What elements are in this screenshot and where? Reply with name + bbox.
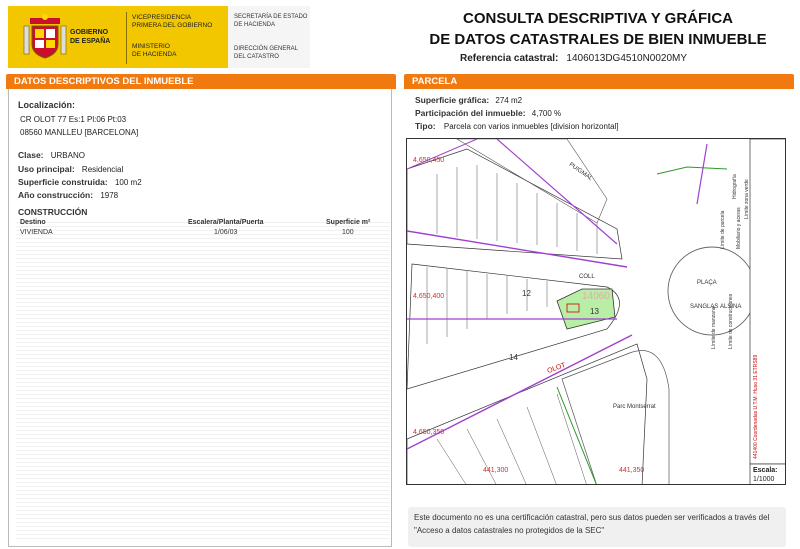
clase-value: URBANO: [50, 151, 85, 160]
coord-y1: 4,650,450: [413, 157, 445, 164]
ministerio-label: MINISTERIO DE HACIENDA: [132, 43, 177, 58]
park-path: [557, 387, 597, 485]
secretaria-label: SECRETARÍA DE ESTADO DE HACIENDA: [234, 14, 308, 28]
location-label: Localización:: [18, 100, 76, 110]
descriptive-data-bar: DATOS DESCRIPTIVOS DEL INMUEBLE: [6, 74, 396, 89]
street-puigmal-label: PUIGMAL: [567, 161, 594, 183]
plaza-label-3: ALSINA: [720, 304, 742, 310]
col-header-superficie: Superficie m²: [326, 219, 371, 226]
location-line-2: 08560 MANLLEU [BARCELONA]: [20, 128, 139, 137]
parcela-bar: PARCELA: [404, 74, 794, 89]
block-middle-lots: [427, 267, 547, 344]
col-header-destino: Destino: [20, 219, 46, 226]
participacion-value: 4,700 %: [531, 109, 562, 118]
block-north-top: [457, 139, 607, 223]
ref-value: 1406013DG4510N0020MY: [566, 53, 688, 64]
coord-x2: 441,350: [619, 467, 645, 474]
legend-mobiliario: Mobiliario y aceras: [736, 207, 742, 249]
anio-label: Año construcción:: [18, 190, 94, 200]
participacion-row: [415, 108, 561, 118]
street-olot-label: OLOT: [546, 361, 567, 376]
block-middle: [407, 264, 620, 389]
plaza-label-2: SANGLAS: [690, 304, 719, 310]
parcel-number-main: 14060: [582, 291, 610, 302]
tipo-row: [415, 121, 619, 131]
secretaria-block: [228, 6, 310, 68]
construccion-title: CONSTRUCCIÓN: [18, 207, 88, 217]
anio-row: [18, 190, 118, 200]
disclaimer-note: Este documento no es una certificación catastral, pero sus datos pueden ser verificados a través del "Acceso a datos catastrales no protegidos de la SEC": [408, 507, 786, 547]
coord-y3: 4,650,350: [413, 429, 445, 436]
park-label: Parc Montserrat: [613, 404, 656, 410]
title-line-2: DE DATOS CATASTRALES DE BIEN INMUEBLE: [429, 31, 767, 48]
superficie-grafica-label: Superficie gráfica:: [415, 95, 490, 105]
tipo-label: Tipo:: [415, 121, 436, 131]
cadastral-map[interactable]: [406, 138, 786, 485]
street-boundary-top: [407, 139, 477, 169]
scale-label: Escala:: [753, 467, 778, 474]
direccion-label: DIRECCIÓN GENERAL DEL CATASTRO: [234, 46, 299, 60]
superficie-value: 100 m2: [114, 178, 142, 187]
superficie-grafica-value: 274 m2: [495, 96, 523, 105]
coat-of-arms-icon: [22, 14, 68, 62]
green-line: [657, 167, 727, 174]
col-header-escalera: Escalera/Planta/Puerta: [188, 219, 264, 226]
parcel-number-12: 12: [522, 289, 531, 298]
park-outline: [562, 351, 669, 485]
anio-value: 1978: [100, 191, 119, 200]
coord-x1: 441,300: [483, 467, 509, 474]
vicepresidencia-label: VICEPRESIDENCIA PRIMERA DEL GOBIERNO: [132, 14, 213, 29]
gobierno-label: GOBIERNO DE ESPAÑA: [70, 29, 111, 45]
table-cell-destino: VIVIENDA: [20, 229, 53, 236]
tipo-value: Parcela con varios inmuebles [division horizontal]: [443, 122, 619, 131]
block-north: [407, 149, 622, 259]
legend-hidrografia: Hidrografía: [732, 174, 738, 199]
clase-row: [18, 150, 85, 160]
header-divider: [126, 12, 127, 64]
title-line-1: CONSULTA DESCRIPTIVA Y GRÁFICA: [462, 10, 733, 27]
participacion-label: Participación del inmueble:: [415, 108, 526, 118]
legend-limite-parcela: Límite de parcela: [720, 210, 726, 249]
legend-limite-manzana: Límite de manzana: [711, 306, 717, 349]
block-south-lots: [437, 394, 587, 485]
block-north-lots: [437, 165, 597, 254]
construction-table: [16, 219, 390, 541]
legend-limite-construcciones: Límite de construcciones: [728, 293, 734, 349]
cadastral-reference: [460, 53, 687, 64]
coord-y2: 4,650,400: [413, 293, 445, 300]
ref-label: Referencia catastral:: [460, 53, 559, 64]
clase-label: Clase:: [18, 150, 44, 160]
plaza-label-1: PLAÇA: [697, 280, 717, 286]
page-title: [400, 8, 796, 50]
block-south: [407, 344, 647, 485]
scale-value: 1/1000: [753, 476, 775, 483]
superficie-row: [18, 177, 142, 187]
parcel-number-14: 14: [509, 353, 518, 362]
government-logo-block: [8, 6, 310, 68]
superficie-label: Superficie construida:: [18, 177, 108, 187]
table-cell-superficie: 100: [342, 229, 354, 236]
legend-zona-verde: Límite zona verde: [744, 179, 750, 219]
superficie-grafica-row: [415, 95, 522, 105]
uso-row: [18, 164, 123, 174]
uso-value: Residencial: [81, 165, 124, 174]
street-coll-label: COLL: [579, 274, 595, 280]
uso-label: Uso principal:: [18, 164, 75, 174]
location-line-1: CR OLOT 77 Es:1 Pl:06 Pt:03: [20, 115, 127, 124]
legend-projection: 441400 Coordenadas U.T.M. Huso 31 ETRS89: [753, 354, 759, 459]
parcel-number-13: 13: [590, 307, 599, 316]
table-cell-escalera: 1/06/03: [214, 229, 238, 236]
street-boundary-right: [697, 144, 707, 204]
